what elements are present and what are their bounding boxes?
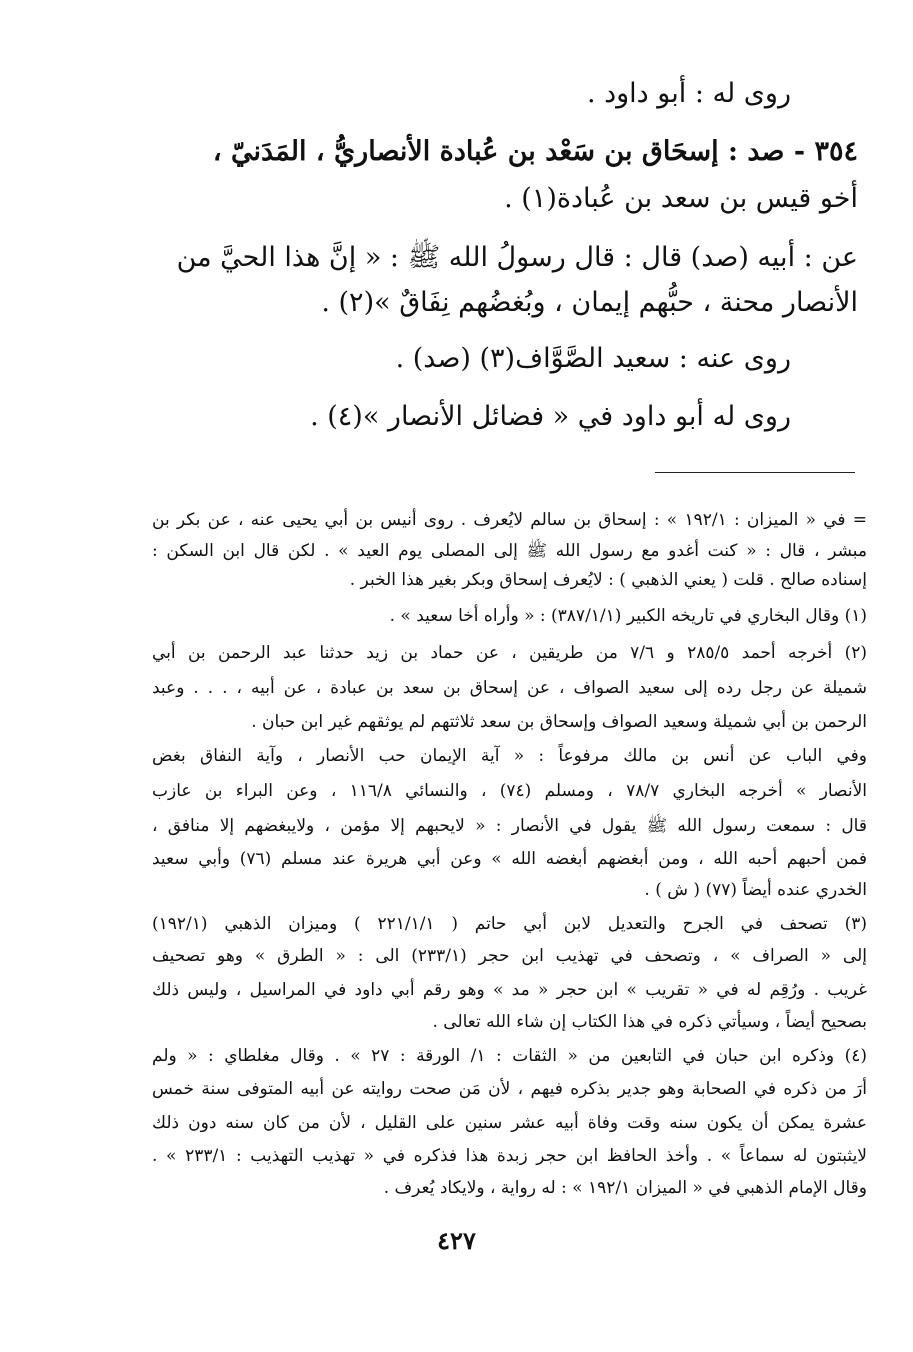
narrated-from-him-line: روى عنه : سعيد الصَّوَّاف(٣) (صد) . <box>395 343 791 374</box>
footnote-2-line: الخدري عنده أيضاً (٧٧) ( ش ) . <box>644 880 867 900</box>
an-narration-line: عن : أبيه (صد) قال : قال رسولُ الله ﷺ : « إنَّ هذا الحيَّ من <box>176 242 858 273</box>
footnote-3-line: بصحيح أيضاً ، وسيأتي ذكره في هذا الكتاب إن شاء الله تعالى . <box>432 1012 867 1032</box>
page-number: ٤٢٧ <box>437 1226 476 1255</box>
footnote-3-line: غريب . ورُقِم له في « تقريب » ابن حجر « مد » وهو رقم أبي داود في المراسيل ، وليس ذلك <box>152 980 867 1000</box>
footnote-3-line: (٣) تصحف في الجرح والتعديل لابن أبي حاتم ( ٢٢١/١/١ ) وميزان الذهبي (١٩٢/١) <box>152 914 867 934</box>
footnote-2-line: الأنصار » أخرجه البخاري ٧٨/٧ ، ومسلم (٧٤) ، والنسائي ١١٦/٨ ، وعن البراء بن عازب <box>152 781 868 801</box>
footnote-continuation-line: إسناده صالح . قلت ( يعني الذهبي ) : لايُعرف إسحاق وبكر بغير هذا الخبر . <box>349 570 867 590</box>
narrated-by-line: روى له : أبو داود . <box>586 78 791 109</box>
footnote-2-line: شميلة عن رجل رده إلى سعيد الصواف ، عن إسحاق بن سعد بن عبادة ، عن أبيه ، . . . وعبد <box>152 678 867 698</box>
footnote-2-line: (٢) أخرجه أحمد ٢٨٥/٥ و ٧/٦ من طريقين ، عن حماد بن زيد حدثنا عبد الرحمن بن أبي <box>152 643 867 663</box>
entry-heading: ٣٥٤ - صد : إسحَاق بن سَعْد بن عُبادة الأنصاريُّ ، المَدَنيّ ، <box>212 136 858 167</box>
footnote-4-line: لايثبتون له سماعاً » . وأخذ الحافظ ابن حجر زبدة هذا فذكره في « تهذيب التهذيب : ٢٣٣/١ » . <box>152 1146 867 1166</box>
footnote-3-line: إلى « الصراف » ، وتصحف في تهذيب ابن حجر (٢٣٣/١) الى : « الطرق » وهو تصحيف <box>152 946 867 966</box>
footnote-4-line: وقال الإمام الذهبي في « الميزان ١٩٢/١ » : له رواية ، ولايكاد يُعرف . <box>383 1178 867 1198</box>
narrated-for-him-line: روى له أبو داود في « فضائل الأنصار »(٤) . <box>310 401 791 432</box>
footnote-4-line: عشرة يمكن أن يكون سنه وقت وفاة أبيه عشر سنين على القليل ، لأن من كان سنه دون ذلك <box>152 1113 867 1133</box>
footnote-separator <box>655 472 855 473</box>
footnote-continuation-line: = في « الميزان : ١٩٢/١ » : إسحاق بن سالم لايُعرف . روى أنيس بن أبي يحيى عنه ، عن بكر بن <box>152 510 868 530</box>
entry-heading-continuation: أخو قيس بن سعد بن عُبادة(١) . <box>504 183 858 214</box>
footnote-1: (١) وقال البخاري في تاريخه الكبير (٣٨٧/١/١) : « وأراه أخا سعيد » . <box>389 606 867 626</box>
footnote-4-line: أرَ من ذكره في الصحابة وهو جدير بذكره فيهم ، لأن مَن صحت روايته عن أبيه المتوفى سنة خمس <box>152 1079 867 1099</box>
footnote-continuation-line: مبشر ، قال : « كنت أغدو مع رسول الله ﷺ إلى المصلى يوم العيد » . لكن قال ابن السكن : <box>152 541 867 561</box>
an-narration-continuation: الأنصار محنة ، حبُّهم إيمان ، وبُغضُهم نِفَاقٌ »(٢) . <box>321 287 858 318</box>
footnote-2-line: الرحمن بن أبي شميلة وسعيد الصواف وإسحاق بن سعد ثلاثتهم لم يوثقهم غير ابن حبان . <box>251 712 867 732</box>
footnote-2-line: قال : سمعت رسول الله ﷺ يقول في الأنصار : « لايحبهم إلا مؤمن ، ولايبغضهم إلا منافق ، <box>152 816 867 836</box>
footnote-2-line: وفي الباب عن أنس بن مالك مرفوعاً : « آية الإيمان حب الأنصار ، وآية النفاق بغض <box>152 746 867 766</box>
footnote-2-line: فمن أحبهم أحبه الله ، ومن أبغضهم أبغضه الله » وعن أبي هريرة عند مسلم (٧٦) وأبي سعيد <box>152 849 867 869</box>
footnote-4-line: (٤) وذكره ابن حبان في التابعين من « الثقات : ١/ الورقة : ٢٧ » . وقال مغلطاي : « ولم <box>152 1046 867 1066</box>
